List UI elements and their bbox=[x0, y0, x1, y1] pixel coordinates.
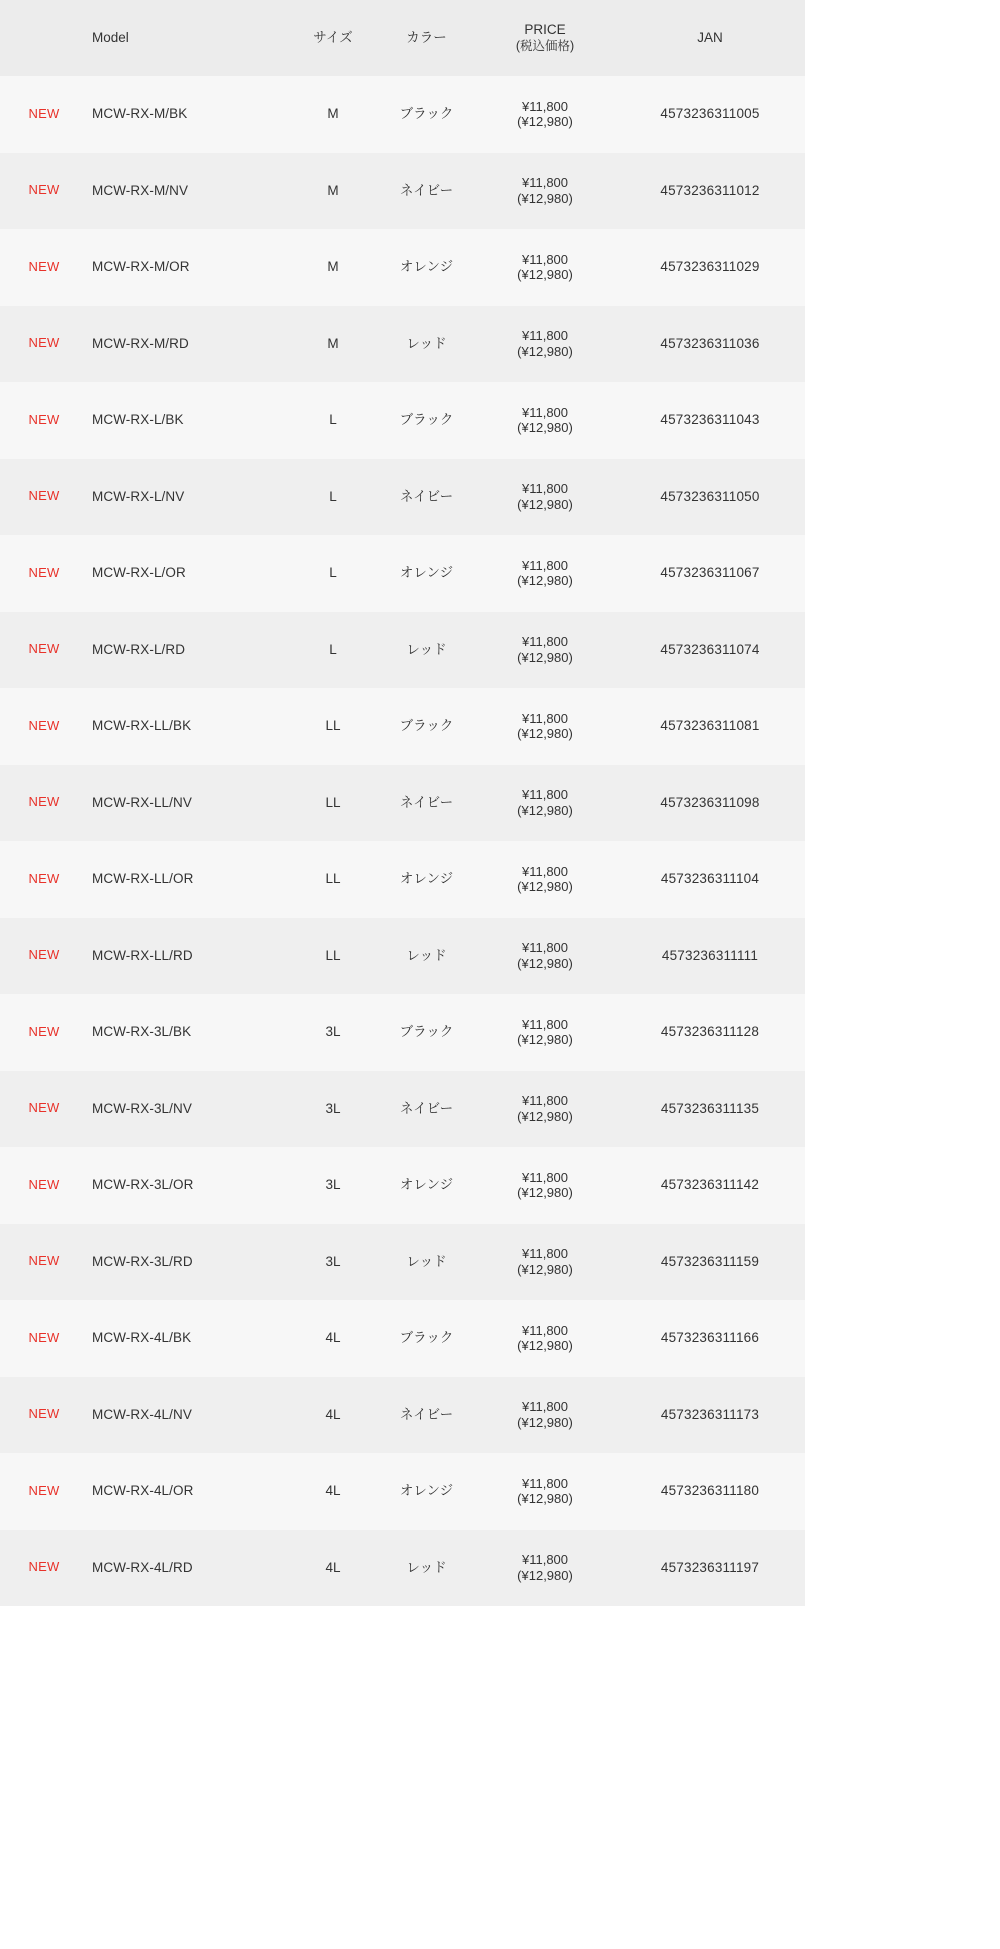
cell-size: 4L bbox=[288, 1530, 378, 1607]
price-main: ¥11,800 bbox=[521, 1246, 569, 1262]
price-tax-included: (¥12,980) bbox=[517, 955, 573, 971]
column-header-jan: JAN bbox=[615, 0, 805, 76]
table-row bbox=[0, 76, 805, 153]
cell-jan: 4573236311012 bbox=[615, 153, 805, 230]
price-tax-included: (¥12,980) bbox=[517, 496, 573, 512]
cell-price bbox=[475, 1453, 615, 1530]
price-main: ¥11,800 bbox=[521, 328, 569, 344]
cell-model: MCW-RX-L/OR bbox=[88, 535, 288, 612]
cell-jan: 4573236311050 bbox=[615, 459, 805, 536]
cell-price bbox=[475, 765, 615, 842]
price-tax-included: (¥12,980) bbox=[517, 1032, 573, 1048]
cell-jan: 4573236311036 bbox=[615, 306, 805, 383]
price-tax-included: (¥12,980) bbox=[517, 573, 573, 589]
new-badge: NEW bbox=[0, 841, 88, 918]
cell-size: 4L bbox=[288, 1377, 378, 1454]
price-main: ¥11,800 bbox=[521, 251, 569, 267]
cell-size: LL bbox=[288, 688, 378, 765]
cell-model: MCW-RX-L/RD bbox=[88, 612, 288, 689]
new-badge: NEW bbox=[0, 765, 88, 842]
cell-model: MCW-RX-4L/OR bbox=[88, 1453, 288, 1530]
new-badge: NEW bbox=[0, 688, 88, 765]
cell-jan: 4573236311043 bbox=[615, 382, 805, 459]
cell-color: ブラック bbox=[378, 994, 475, 1071]
cell-color: オレンジ bbox=[378, 1453, 475, 1530]
cell-color: ネイビー bbox=[378, 1377, 475, 1454]
cell-jan: 4573236311180 bbox=[615, 1453, 805, 1530]
cell-model: MCW-RX-L/BK bbox=[88, 382, 288, 459]
price-tax-included: (¥12,980) bbox=[517, 1491, 573, 1507]
table-row bbox=[0, 1147, 805, 1224]
price-tax-included: (¥12,980) bbox=[517, 1338, 573, 1354]
cell-jan: 4573236311104 bbox=[615, 841, 805, 918]
cell-color: レッド bbox=[378, 1530, 475, 1607]
cell-jan: 4573236311135 bbox=[615, 1071, 805, 1148]
new-badge: NEW bbox=[0, 153, 88, 230]
cell-model: MCW-RX-4L/BK bbox=[88, 1300, 288, 1377]
price-main: ¥11,800 bbox=[521, 404, 569, 420]
column-header-price-main: PRICE bbox=[524, 21, 566, 37]
table-row bbox=[0, 382, 805, 459]
new-badge: NEW bbox=[0, 306, 88, 383]
column-header-color: カラー bbox=[378, 0, 475, 76]
table-row bbox=[0, 994, 805, 1071]
new-badge: NEW bbox=[0, 1453, 88, 1530]
new-badge: NEW bbox=[0, 1530, 88, 1607]
price-tax-included: (¥12,980) bbox=[517, 649, 573, 665]
cell-size: M bbox=[288, 306, 378, 383]
cell-price bbox=[475, 1147, 615, 1224]
table-row bbox=[0, 1300, 805, 1377]
cell-color: オレンジ bbox=[378, 1147, 475, 1224]
table-row bbox=[0, 765, 805, 842]
table-row bbox=[0, 1530, 805, 1607]
price-tax-included: (¥12,980) bbox=[517, 802, 573, 818]
price-tax-included: (¥12,980) bbox=[517, 114, 573, 130]
cell-jan: 4573236311197 bbox=[615, 1530, 805, 1607]
cell-color: オレンジ bbox=[378, 535, 475, 612]
price-main: ¥11,800 bbox=[521, 175, 569, 191]
cell-size: 3L bbox=[288, 1147, 378, 1224]
table-row bbox=[0, 229, 805, 306]
price-main: ¥11,800 bbox=[521, 863, 569, 879]
column-header-size: サイズ bbox=[288, 0, 378, 76]
price-tax-included: (¥12,980) bbox=[517, 879, 573, 895]
cell-size: 3L bbox=[288, 1071, 378, 1148]
cell-color: レッド bbox=[378, 306, 475, 383]
cell-price bbox=[475, 229, 615, 306]
price-main: ¥11,800 bbox=[521, 1016, 569, 1032]
cell-model: MCW-RX-3L/OR bbox=[88, 1147, 288, 1224]
cell-jan: 4573236311029 bbox=[615, 229, 805, 306]
cell-size: M bbox=[288, 76, 378, 153]
cell-jan: 4573236311166 bbox=[615, 1300, 805, 1377]
cell-price bbox=[475, 1300, 615, 1377]
new-badge: NEW bbox=[0, 612, 88, 689]
column-header-price-sub: (税込価格) bbox=[515, 38, 575, 53]
cell-jan: 4573236311111 bbox=[615, 918, 805, 995]
cell-size: LL bbox=[288, 918, 378, 995]
cell-model: MCW-RX-LL/BK bbox=[88, 688, 288, 765]
cell-color: ブラック bbox=[378, 688, 475, 765]
cell-color: ネイビー bbox=[378, 765, 475, 842]
cell-size: L bbox=[288, 459, 378, 536]
cell-model: MCW-RX-M/OR bbox=[88, 229, 288, 306]
table-row bbox=[0, 1377, 805, 1454]
cell-color: ネイビー bbox=[378, 459, 475, 536]
cell-size: 3L bbox=[288, 994, 378, 1071]
cell-size: L bbox=[288, 535, 378, 612]
cell-color: ブラック bbox=[378, 1300, 475, 1377]
cell-color: レッド bbox=[378, 918, 475, 995]
cell-jan: 4573236311005 bbox=[615, 76, 805, 153]
cell-jan: 4573236311081 bbox=[615, 688, 805, 765]
cell-price bbox=[475, 688, 615, 765]
table-row bbox=[0, 459, 805, 536]
cell-price bbox=[475, 382, 615, 459]
new-badge: NEW bbox=[0, 382, 88, 459]
cell-jan: 4573236311067 bbox=[615, 535, 805, 612]
price-main: ¥11,800 bbox=[521, 481, 569, 497]
table-body bbox=[0, 76, 805, 1606]
cell-price bbox=[475, 1071, 615, 1148]
price-tax-included: (¥12,980) bbox=[517, 1185, 573, 1201]
cell-size: L bbox=[288, 612, 378, 689]
cell-price bbox=[475, 76, 615, 153]
cell-price bbox=[475, 153, 615, 230]
cell-color: オレンジ bbox=[378, 229, 475, 306]
new-badge: NEW bbox=[0, 994, 88, 1071]
cell-price bbox=[475, 612, 615, 689]
table-header bbox=[0, 0, 805, 76]
cell-size: LL bbox=[288, 841, 378, 918]
price-main: ¥11,800 bbox=[521, 1552, 569, 1568]
new-badge: NEW bbox=[0, 918, 88, 995]
cell-model: MCW-RX-3L/RD bbox=[88, 1224, 288, 1301]
cell-price bbox=[475, 994, 615, 1071]
price-tax-included: (¥12,980) bbox=[517, 1261, 573, 1277]
cell-color: ネイビー bbox=[378, 1071, 475, 1148]
table-row bbox=[0, 306, 805, 383]
cell-model: MCW-RX-LL/NV bbox=[88, 765, 288, 842]
cell-model: MCW-RX-4L/NV bbox=[88, 1377, 288, 1454]
new-badge: NEW bbox=[0, 459, 88, 536]
price-tax-included: (¥12,980) bbox=[517, 267, 573, 283]
cell-jan: 4573236311128 bbox=[615, 994, 805, 1071]
cell-color: ブラック bbox=[378, 76, 475, 153]
price-tax-included: (¥12,980) bbox=[517, 1108, 573, 1124]
cell-size: M bbox=[288, 153, 378, 230]
cell-price bbox=[475, 1377, 615, 1454]
price-main: ¥11,800 bbox=[521, 940, 569, 956]
cell-color: ネイビー bbox=[378, 153, 475, 230]
cell-color: レッド bbox=[378, 1224, 475, 1301]
price-tax-included: (¥12,980) bbox=[517, 420, 573, 436]
table-row bbox=[0, 153, 805, 230]
cell-price bbox=[475, 535, 615, 612]
cell-size: L bbox=[288, 382, 378, 459]
price-main: ¥11,800 bbox=[521, 634, 569, 650]
cell-model: MCW-RX-LL/OR bbox=[88, 841, 288, 918]
cell-color: レッド bbox=[378, 612, 475, 689]
cell-model: MCW-RX-3L/BK bbox=[88, 994, 288, 1071]
cell-size: 4L bbox=[288, 1300, 378, 1377]
cell-size: LL bbox=[288, 765, 378, 842]
price-main: ¥11,800 bbox=[521, 1169, 569, 1185]
new-badge: NEW bbox=[0, 1224, 88, 1301]
price-main: ¥11,800 bbox=[521, 1322, 569, 1338]
new-badge: NEW bbox=[0, 229, 88, 306]
cell-jan: 4573236311142 bbox=[615, 1147, 805, 1224]
cell-jan: 4573236311159 bbox=[615, 1224, 805, 1301]
price-tax-included: (¥12,980) bbox=[517, 343, 573, 359]
cell-model: MCW-RX-M/RD bbox=[88, 306, 288, 383]
price-tax-included: (¥12,980) bbox=[517, 1414, 573, 1430]
cell-jan: 4573236311074 bbox=[615, 612, 805, 689]
new-badge: NEW bbox=[0, 1377, 88, 1454]
cell-model: MCW-RX-4L/RD bbox=[88, 1530, 288, 1607]
table-header-row bbox=[0, 0, 805, 76]
cell-price bbox=[475, 918, 615, 995]
new-badge: NEW bbox=[0, 535, 88, 612]
price-tax-included: (¥12,980) bbox=[517, 1567, 573, 1583]
table-row bbox=[0, 688, 805, 765]
cell-price bbox=[475, 841, 615, 918]
price-main: ¥11,800 bbox=[521, 710, 569, 726]
price-main: ¥11,800 bbox=[521, 557, 569, 573]
cell-color: ブラック bbox=[378, 382, 475, 459]
cell-price bbox=[475, 1224, 615, 1301]
column-header-model: Model bbox=[88, 0, 288, 76]
new-badge: NEW bbox=[0, 1300, 88, 1377]
cell-price bbox=[475, 306, 615, 383]
cell-model: MCW-RX-M/BK bbox=[88, 76, 288, 153]
price-tax-included: (¥12,980) bbox=[517, 190, 573, 206]
new-badge: NEW bbox=[0, 1147, 88, 1224]
price-main: ¥11,800 bbox=[521, 787, 569, 803]
cell-jan: 4573236311098 bbox=[615, 765, 805, 842]
price-tax-included: (¥12,980) bbox=[517, 726, 573, 742]
price-main: ¥11,800 bbox=[521, 98, 569, 114]
new-badge: NEW bbox=[0, 1071, 88, 1148]
price-main: ¥11,800 bbox=[521, 1475, 569, 1491]
cell-model: MCW-RX-M/NV bbox=[88, 153, 288, 230]
column-header-new bbox=[0, 0, 88, 76]
cell-size: 4L bbox=[288, 1453, 378, 1530]
cell-size: 3L bbox=[288, 1224, 378, 1301]
cell-price bbox=[475, 1530, 615, 1607]
table-row bbox=[0, 1071, 805, 1148]
cell-model: MCW-RX-L/NV bbox=[88, 459, 288, 536]
table-row bbox=[0, 918, 805, 995]
cell-model: MCW-RX-3L/NV bbox=[88, 1071, 288, 1148]
cell-model: MCW-RX-LL/RD bbox=[88, 918, 288, 995]
price-main: ¥11,800 bbox=[521, 1093, 569, 1109]
table-row bbox=[0, 841, 805, 918]
column-header-price bbox=[475, 0, 615, 76]
price-main: ¥11,800 bbox=[521, 1399, 569, 1415]
table-row bbox=[0, 535, 805, 612]
cell-jan: 4573236311173 bbox=[615, 1377, 805, 1454]
table-row bbox=[0, 1224, 805, 1301]
table-row bbox=[0, 1453, 805, 1530]
table-row bbox=[0, 612, 805, 689]
cell-price bbox=[475, 459, 615, 536]
new-badge: NEW bbox=[0, 76, 88, 153]
cell-size: M bbox=[288, 229, 378, 306]
cell-color: オレンジ bbox=[378, 841, 475, 918]
